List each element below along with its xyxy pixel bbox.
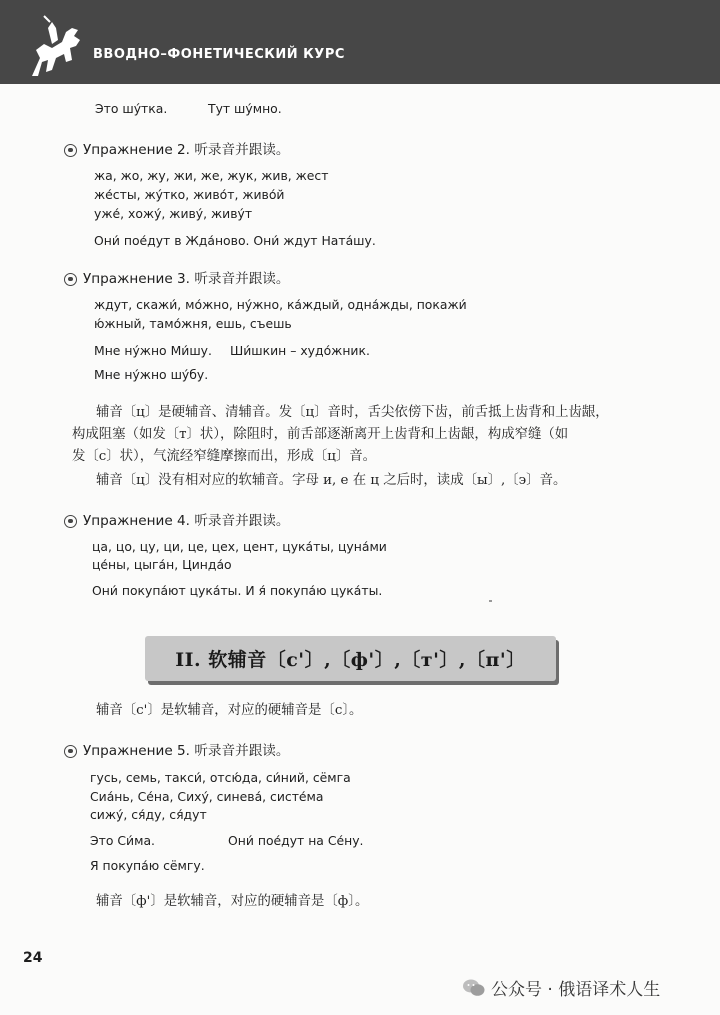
exercise-sentence: Мне ну́жно Ми́шу. [94, 343, 212, 358]
exercise-instruction: 听录音并跟读。 [194, 142, 290, 158]
exercise-sentence: Они́ покупа́ют цука́ты. И я́ покупа́ю цука́ты. [92, 583, 383, 598]
exercise-line: ю́жный, тамо́жня, ешь, съешь [94, 316, 292, 331]
exercise-line: це́ны, цыга́н, Цинда́о [92, 557, 232, 572]
exercise-instruction: 听录音并跟读。 [194, 513, 290, 529]
exercise-title: Упражнение 5. [83, 743, 191, 759]
exercise-instruction: 听录音并跟读。 [194, 743, 290, 759]
exercise-title: Упражнение 2. [83, 142, 191, 158]
section-heading [145, 636, 556, 681]
explanation-paragraph: 构成阻塞（如发〔т〕状），除阻时，前舌部逐渐离开上齿背和上齿龈，构成窄缝（如 [72, 427, 569, 442]
scan-speck [489, 600, 492, 602]
explanation-paragraph: 辅音〔ц〕没有相对应的软辅音。字母 и, е 在 ц 之后时，读成〔ы〕,〔э〕音。 [96, 473, 567, 488]
exercise-sentence: Это Си́ма. [90, 833, 155, 848]
exercise-line: гусь, семь, такси́, отсю́да, си́ний, сёмга [90, 770, 351, 785]
section-title: II. 软辅音〔с'〕,〔ф'〕,〔т'〕,〔п'〕 [175, 649, 526, 671]
exercise-line: ца, цо, цу, ци, це, цех, цент, цука́ты, цуна́ми [92, 539, 387, 554]
example-sentence: Это шу́тка. [95, 101, 168, 116]
audio-disc-icon [64, 144, 77, 157]
explanation-paragraph: 发〔с〕状），气流经窄缝摩擦而出，形成〔ц〕音。 [72, 449, 377, 464]
exercise-line: жа, жо, жу, жи, же, жук, жив, жест [94, 168, 329, 183]
exercise-2-heading [64, 141, 290, 159]
exercise-line: же́сты, жу́тко, живо́т, живо́й [94, 187, 285, 202]
exercise-sentence: Ши́шкин – худо́жник. [230, 343, 370, 358]
explanation-paragraph: 辅音〔ц〕是硬辅音、清辅音。发〔ц〕音时，舌尖依傍下齿，前舌抵上齿背和上齿龈， [96, 405, 609, 420]
exercise-title: Упражнение 4. [83, 513, 191, 529]
exercise-4-heading [64, 512, 290, 530]
exercise-line: ждут, скажи́, мо́жно, ну́жно, ка́ждый, одна́жды, покажи́ [94, 297, 467, 312]
exercise-sentence: Они́ пое́дут в Жда́ново. Они́ ждут Ната́шу. [94, 233, 376, 248]
exercise-line: уже́, хожу́, живу́, живу́т [94, 206, 253, 221]
explanation-paragraph: 辅音〔ф'〕是软辅音，对应的硬辅音是〔ф〕。 [96, 894, 369, 909]
horse-rider-logo-icon [22, 14, 92, 80]
wechat-icon [462, 978, 486, 998]
page-number: 24 [23, 950, 43, 966]
exercise-line: сижу́, ся́ду, ся́дут [90, 807, 207, 822]
watermark [462, 975, 660, 1000]
exercise-title: Упражнение 3. [83, 271, 191, 287]
exercise-3-heading [64, 270, 290, 288]
exercise-sentence: Мне ну́жно шу́бу. [94, 367, 209, 382]
audio-disc-icon [64, 273, 77, 286]
exercise-instruction: 听录音并跟读。 [194, 271, 290, 287]
exercise-5-heading [64, 742, 290, 760]
exercise-line: Сиа́нь, Се́на, Сиху́, синева́, систе́ма [90, 789, 324, 804]
exercise-sentence: Я покупа́ю сёмгу. [90, 858, 205, 873]
exercise-sentence: Они́ пое́дут на Се́ну. [228, 833, 364, 848]
running-title: ВВОДНО–ФОНЕТИЧЕСКИЙ КУРС [93, 47, 345, 62]
watermark-text: 公众号 · 俄语译术人生 [491, 980, 661, 1000]
header-band [0, 0, 720, 84]
example-sentence: Тут шу́мно. [208, 101, 282, 116]
explanation-paragraph: 辅音〔с'〕是软辅音，对应的硬辅音是〔с〕。 [96, 703, 363, 718]
audio-disc-icon [64, 515, 77, 528]
audio-disc-icon [64, 745, 77, 758]
